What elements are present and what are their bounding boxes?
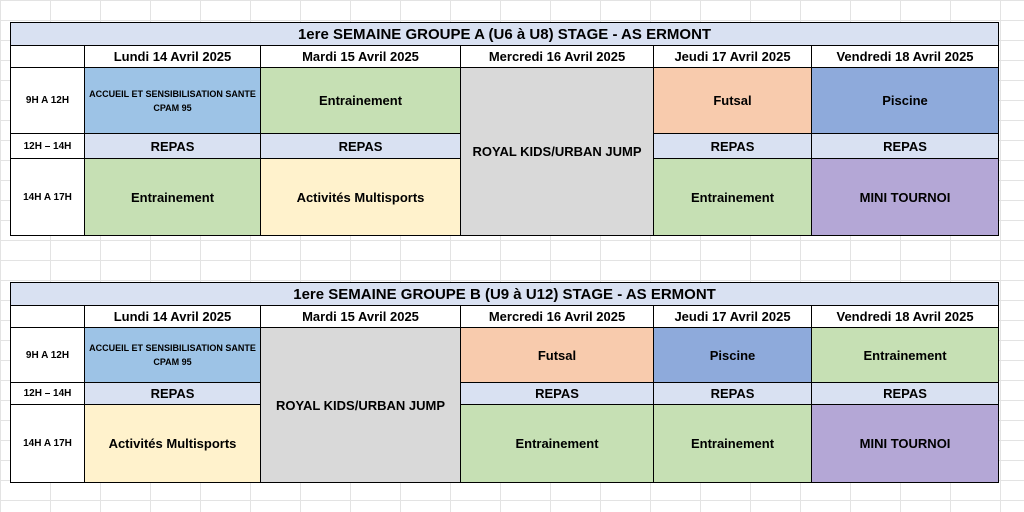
activity-accueil [85,328,261,383]
day-header-tuesday: Mardi 15 Avril 2025 [261,306,461,328]
activity-repas: REPAS [85,383,261,405]
time-morning: 9H A 12H [11,68,85,134]
activity-entrainement: Entrainement [461,405,654,483]
activity-repas: REPAS [812,134,999,159]
activity-entrainement: Entrainement [85,159,261,236]
day-header-friday: Vendredi 18 Avril 2025 [812,306,999,328]
activity-repas: REPAS [461,383,654,405]
corner-cell [11,306,85,328]
activity-repas: REPAS [85,134,261,159]
day-header-thursday: Jeudi 17 Avril 2025 [654,306,812,328]
activity-repas: REPAS [654,134,812,159]
day-header-tuesday: Mardi 15 Avril 2025 [261,46,461,68]
activity-royal-kids: ROYAL KIDS/URBAN JUMP [461,68,654,236]
activity-multisports: Activités Multisports [261,159,461,236]
activity-futsal: Futsal [654,68,812,134]
time-lunch: 12H – 14H [11,134,85,159]
group-b-title: 1ere SEMAINE GROUPE B (U9 à U12) STAGE - AS ERMONT [11,283,999,306]
activity-multisports: Activités Multisports [85,405,261,483]
day-header-monday: Lundi 14 Avril 2025 [85,46,261,68]
activity-mini-tournoi: MINI TOURNOI [812,159,999,236]
corner-cell [11,46,85,68]
day-header-thursday: Jeudi 17 Avril 2025 [654,46,812,68]
time-afternoon: 14H A 17H [11,405,85,483]
activity-mini-tournoi: MINI TOURNOI [812,405,999,483]
activity-futsal: Futsal [461,328,654,383]
time-afternoon: 14H A 17H [11,159,85,236]
accueil-line2: CPAM 95 [153,357,192,367]
day-header-friday: Vendredi 18 Avril 2025 [812,46,999,68]
accueil-line2: CPAM 95 [153,102,192,113]
activity-royal-kids: ROYAL KIDS/URBAN JUMP [261,328,461,483]
activity-entrainement: Entrainement [812,328,999,383]
time-morning: 9H A 12H [11,328,85,383]
activity-entrainement: Entrainement [654,405,812,483]
accueil-line1: ACCUEIL ET SENSIBILISATION SANTE [89,88,256,99]
activity-entrainement: Entrainement [654,159,812,236]
activity-repas: REPAS [654,383,812,405]
activity-repas: REPAS [812,383,999,405]
activity-entrainement: Entrainement [261,68,461,134]
activity-piscine: Piscine [812,68,999,134]
group-a-title: 1ere SEMAINE GROUPE A (U6 à U8) STAGE - AS ERMONT [11,23,999,46]
day-header-monday: Lundi 14 Avril 2025 [85,306,261,328]
schedule-group-b [10,282,999,483]
activity-piscine: Piscine [654,328,812,383]
schedule-group-a [10,22,999,236]
day-header-wednesday: Mercredi 16 Avril 2025 [461,46,654,68]
accueil-line1: ACCUEIL ET SENSIBILISATION SANTE [89,343,256,353]
time-lunch: 12H – 14H [11,383,85,405]
activity-repas: REPAS [261,134,461,159]
day-header-wednesday: Mercredi 16 Avril 2025 [461,306,654,328]
activity-accueil [85,68,261,134]
